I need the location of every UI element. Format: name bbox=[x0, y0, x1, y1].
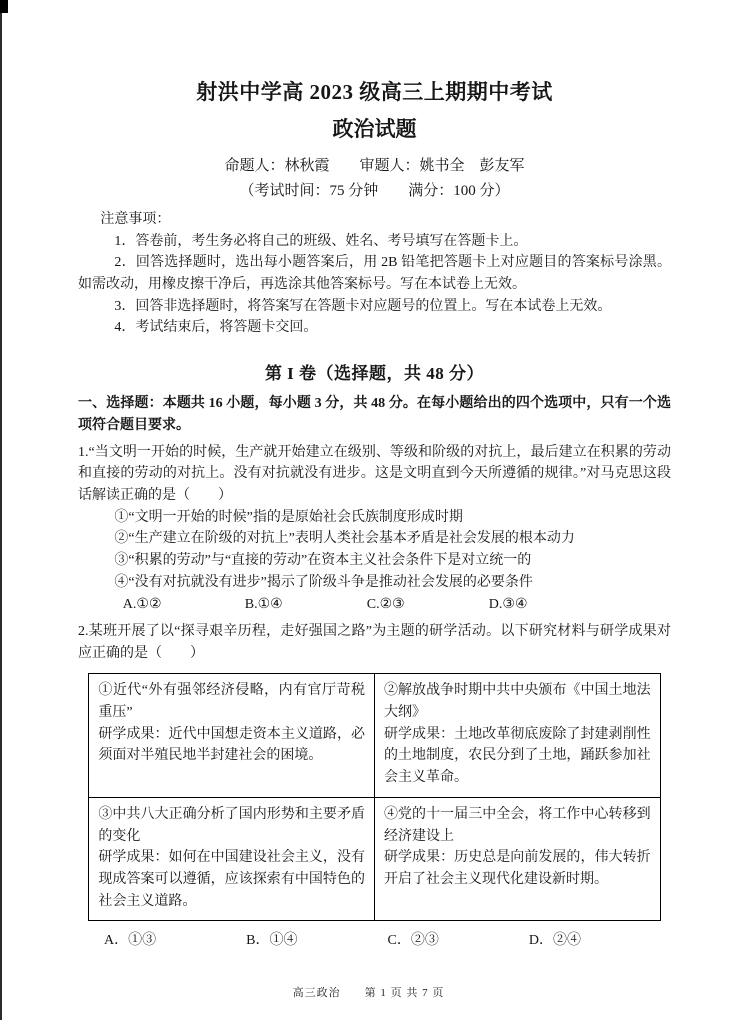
research-result: 研学成果：历史总是向前发展的，伟大转折开启了社会主义现代化建设新时期。 bbox=[383, 850, 651, 887]
exam-title: 射洪中学高 2023 级高三上期期中考试 bbox=[196, 80, 553, 104]
table-row bbox=[89, 797, 660, 920]
research-result: 研学成果：土地改革彻底废除了封建剥削性的土地制度，农民分到了土地，踊跃参加社会主义革命。 bbox=[383, 726, 651, 786]
q1-stem: 1.“当文明一开始的时候，生产就开始建立在级别、等级和阶级的对抗上，最后建立在积累的劳动和直接的劳动的对抗上。没有对抗就没有进步。这是文明直到今天所遵循的规律。”对马克思这段话解读正确的是（ ） bbox=[78, 444, 671, 503]
section-heading: 第 I 卷（选择题，共 48 分） bbox=[264, 364, 485, 384]
notice-label: 注意事项： bbox=[100, 212, 171, 227]
research-result: 研学成果：近代中国想走资本主义道路，必须面对半殖民地半封建社会的困境。 bbox=[98, 726, 365, 764]
notice-item: 2．回答选择题时，选出每小题答案后，用 2B 铅笔把答题卡上对应题目的答案标号涂黑。如需改动，用橡皮擦干净后，再选涂其他答案标号。写在本试卷上无效。 bbox=[78, 255, 671, 293]
answer-choice-d: D．②④ bbox=[528, 933, 581, 949]
notice-item: 4．考试结束后，将答题卡交回。 bbox=[114, 320, 318, 336]
q1-option: ③“积累的劳动”与“直接的劳动”在资本主义社会条件下是对立统一的 bbox=[114, 552, 532, 568]
q2-answer-row bbox=[78, 930, 671, 952]
answer-choice-a: A．①③ bbox=[104, 933, 157, 949]
research-material: ③中共八大正确分析了国内形势和主要矛盾的变化 bbox=[98, 806, 365, 844]
q1-option: ①“文明一开始的时候”指的是原始社会氏族制度形成时期 bbox=[114, 509, 463, 525]
research-material: ①近代“外有强邻经济侵略，内有官厅苛税重压” bbox=[98, 683, 365, 721]
research-table bbox=[88, 673, 660, 921]
table-cell-3 bbox=[89, 797, 375, 920]
authors-line: 命题人：林秋霞 审题人：姚书全 彭友军 bbox=[224, 158, 525, 174]
notice-item: 3．回答非选择题时，将答案写在答题卡对应题号的位置上。写在本试卷上无效。 bbox=[114, 298, 612, 314]
research-material: ④党的十一届三中全会，将工作中心转移到经济建设上 bbox=[383, 806, 651, 844]
question-type-intro: 一、选择题：本题共 16 小题，每小题 3 分，共 48 分。在每小题给出的四个选项中，只有一个选项符合题目要求。 bbox=[78, 396, 671, 433]
answer-choice-d: D.③④ bbox=[488, 597, 528, 613]
table-cell-1 bbox=[89, 674, 375, 797]
q1-option: ②“生产建立在阶级的对抗上”表明人类社会基本矛盾是社会发展的根本动力 bbox=[114, 531, 575, 547]
answer-choice-a: A.①② bbox=[122, 597, 162, 613]
question-2 bbox=[78, 621, 671, 952]
q1-answer-row bbox=[78, 594, 671, 616]
notice-section bbox=[78, 209, 671, 339]
answer-choice-b: B．①④ bbox=[246, 933, 298, 949]
page-footer: 高三政治 第 1 页 共 7 页 bbox=[292, 987, 445, 999]
answer-choice-c: C．②③ bbox=[387, 933, 439, 949]
table-row bbox=[89, 674, 660, 797]
table-cell-2 bbox=[374, 674, 660, 797]
answer-choice-b: B.①④ bbox=[244, 597, 283, 613]
answer-choice-c: C.②③ bbox=[366, 597, 405, 613]
table-cell-4 bbox=[374, 797, 660, 920]
exam-subtitle: 政治试题 bbox=[332, 117, 417, 141]
q1-option: ④“没有对抗就没有进步”揭示了阶级斗争是推动社会发展的必要条件 bbox=[114, 574, 533, 590]
q2-stem: 2.某班开展了以“探寻艰辛历程，走好强国之路”为主题的研学活动。以下研究材料与研学成果对应正确的是（ ） bbox=[78, 624, 671, 661]
exam-duration-line: （考试时间：75 分钟 满分：100 分） bbox=[239, 183, 510, 199]
research-result: 研学成果：如何在中国建设社会主义，没有现成答案可以遵循，应该探索有中国特色的社会主义道路。 bbox=[98, 850, 365, 909]
question-1 bbox=[78, 442, 671, 617]
notice-item: 1．答卷前，考生务必将自己的班级、姓名、考号填写在答题卡上。 bbox=[114, 233, 528, 249]
research-material: ②解放战争时期中共中央颁布《中国土地法大纲》 bbox=[383, 683, 651, 721]
